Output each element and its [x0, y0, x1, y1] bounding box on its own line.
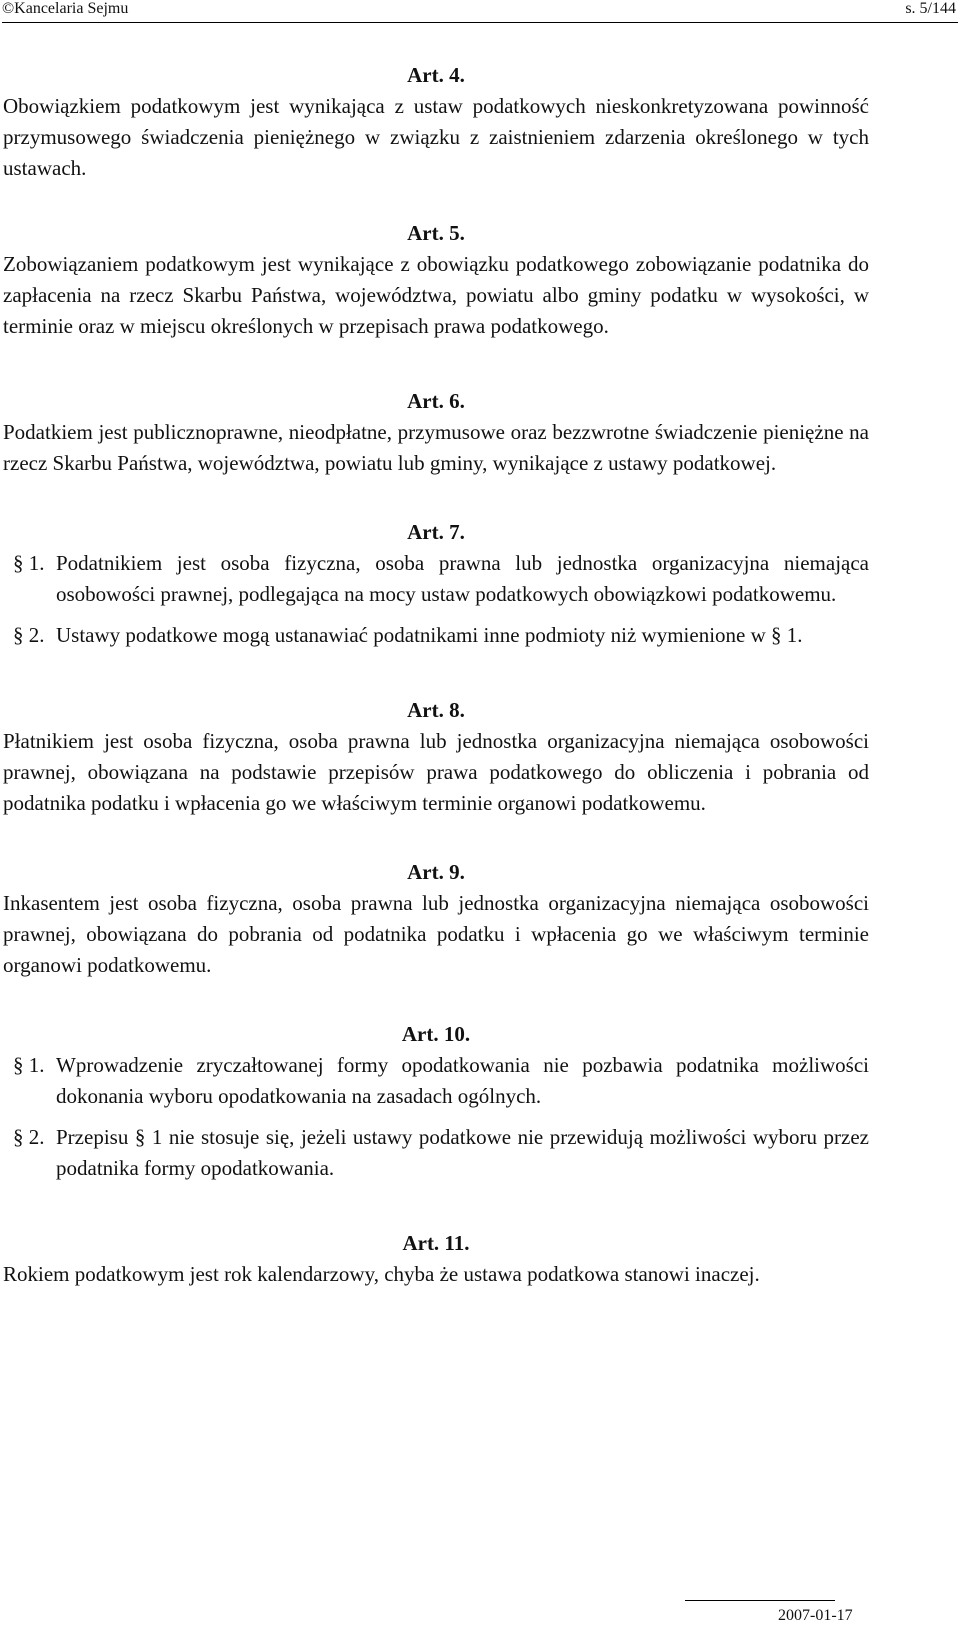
article-4	[3, 60, 869, 184]
article-5	[3, 218, 869, 342]
paragraph-number: § 1.	[13, 1053, 45, 1077]
article-title: Art. 5.	[407, 221, 465, 245]
article-7	[3, 517, 869, 651]
paragraph-number: § 2.	[13, 1125, 45, 1149]
article-title: Art. 9.	[407, 860, 465, 884]
paragraph	[3, 620, 869, 651]
article-text: Zobowiązaniem podatkowym jest wynikające z obowiązku podatkowego zobowiązanie podatnika do zapłacenia na rzecz Skarbu Państwa, województwa, powiatu albo gminy podatku w wysokości, w terminie oraz w miejscu określonych w przepisach prawa podatkowego.	[3, 252, 869, 338]
article-title: Art. 7.	[407, 520, 465, 544]
article-text: Obowiązkiem podatkowym jest wynikająca z ustaw podatkowych nieskonkretyzowana powinność przymusowego świadczenia pieniężnego w związku z zaistnieniem zdarzenia określonego w tych ustawach.	[3, 94, 869, 180]
article-text: Płatnikiem jest osoba fizyczna, osoba prawna lub jednostka organizacyjna niemająca osobowości prawnej, obowiązana na podstawie przepisów prawa podatkowego do obliczenia i pobrania od podatnika podatku i wpłacenia go we właściwym terminie organowi podatkowemu.	[3, 729, 869, 815]
paragraph-text: Ustawy podatkowe mogą ustanawiać podatnikami inne podmioty niż wymienione w § 1.	[56, 623, 803, 647]
article-title: Art. 10.	[401, 1022, 471, 1046]
article-title: Art. 11.	[402, 1231, 470, 1255]
document-body	[3, 60, 869, 1290]
paragraph	[3, 1122, 869, 1184]
article-text: Podatkiem jest publicznoprawne, nieodpłatne, przymusowe oraz bezzwrotne świadczenie pieniężne na rzecz Skarbu Państwa, województwa, powiatu lub gminy, wynikające z ustawy podatkowej.	[3, 420, 869, 475]
article-9	[3, 857, 869, 981]
paragraph-number: § 1.	[13, 551, 45, 575]
article-text: Rokiem podatkowym jest rok kalendarzowy, chyba że ustawa podatkowa stanowi inaczej.	[3, 1262, 760, 1286]
article-11	[3, 1228, 869, 1290]
paragraph-number: § 2.	[13, 623, 45, 647]
article-10	[3, 1019, 869, 1184]
header-page-number: s. 5/144	[905, 0, 956, 17]
footer-rule	[685, 1600, 835, 1601]
article-title: Art. 8.	[407, 698, 465, 722]
article-title: Art. 6.	[407, 389, 465, 413]
paragraph-text: Przepisu § 1 nie stosuje się, jeżeli ustawy podatkowe nie przewidują możliwości wyboru przez podatnika formy opodatkowania.	[56, 1125, 869, 1180]
paragraph-text: Podatnikiem jest osoba fizyczna, osoba prawna lub jednostka organizacyjna niemająca osobowości prawnej, podlegająca na mocy ustaw podatkowych obowiązkowi podatkowemu.	[56, 551, 869, 606]
page-header	[2, 0, 958, 23]
article-title: Art. 4.	[407, 63, 465, 87]
article-text: Inkasentem jest osoba fizyczna, osoba prawna lub jednostka organizacyjna niemająca osobowości prawnej, obowiązana do pobrania od podatnika podatku i wpłacenia go we właściwym terminie organowi podatkowemu.	[3, 891, 869, 977]
article-6	[3, 386, 869, 479]
paragraph-text: Wprowadzenie zryczałtowanej formy opodatkowania nie pozbawia podatnika możliwości dokonania wyboru opodatkowania na zasadach ogólnych.	[56, 1053, 869, 1108]
page-footer	[2, 1600, 958, 1624]
header-copyright: ©Kancelaria Sejmu	[2, 0, 129, 17]
article-8	[3, 695, 869, 819]
footer-date: 2007-01-17	[778, 1607, 853, 1624]
paragraph	[3, 1050, 869, 1112]
paragraph	[3, 548, 869, 610]
